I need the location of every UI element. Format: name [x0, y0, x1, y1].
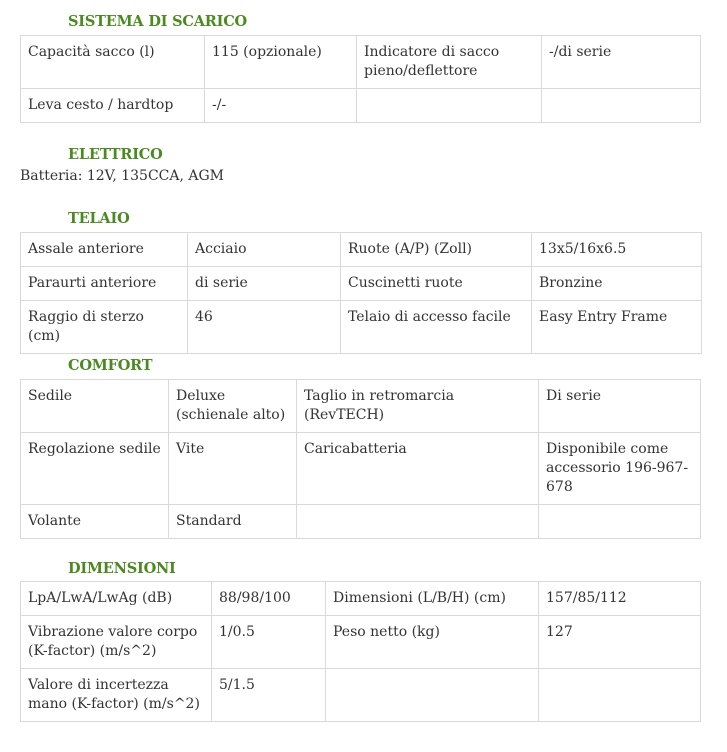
- table-cell: Dimensioni (L/B/H) (cm): [326, 582, 539, 616]
- table-telaio: [20, 232, 702, 354]
- table-cell: [297, 505, 539, 539]
- table-cell: [357, 89, 542, 123]
- table-row: [21, 89, 701, 123]
- table-row: [21, 616, 701, 669]
- table-cell: 13x5/16x6.5: [532, 233, 702, 267]
- table-row: [21, 669, 701, 722]
- table-cell: Valore di incertezza mano (K-factor) (m/s^2): [21, 669, 212, 722]
- table-row: [21, 433, 701, 505]
- table-cell: Assale anteriore: [21, 233, 188, 267]
- table-row: [21, 267, 702, 301]
- table-cell: 127: [539, 616, 701, 669]
- section-title-elettrico: ELETTRICO: [68, 146, 163, 163]
- table-cell: Disponibile come accessorio 196-967-678: [539, 433, 701, 505]
- table-cell: Raggio di sterzo (cm): [21, 301, 188, 354]
- section-title-scarico: SISTEMA DI SCARICO: [68, 13, 247, 30]
- table-cell: 5/1.5: [212, 669, 326, 722]
- table-scarico: [20, 35, 701, 123]
- table-cell: Acciaio: [188, 233, 341, 267]
- table-cell: Di serie: [539, 380, 701, 433]
- table-cell: Indicatore di sacco pieno/deflettore: [357, 36, 542, 89]
- table-row: [21, 582, 701, 616]
- table-cell: Volante: [21, 505, 169, 539]
- table-cell: -/di serie: [542, 36, 701, 89]
- table-cell: Cuscinetti ruote: [341, 267, 532, 301]
- table-cell: -/-: [205, 89, 357, 123]
- table-cell: Telaio di accesso facile: [341, 301, 532, 354]
- table-cell: Capacità sacco (l): [21, 36, 205, 89]
- table-cell: [539, 669, 701, 722]
- table-cell: Standard: [169, 505, 297, 539]
- section-title-telaio: TELAIO: [68, 210, 130, 227]
- table-cell: [542, 89, 701, 123]
- table-row: [21, 301, 702, 354]
- table-cell: Caricabatteria: [297, 433, 539, 505]
- table-cell: Easy Entry Frame: [532, 301, 702, 354]
- table-row: [21, 505, 701, 539]
- table-cell: Sedile: [21, 380, 169, 433]
- table-cell: Leva cesto / hardtop: [21, 89, 205, 123]
- table-dimensioni: [20, 581, 701, 722]
- table-cell: Bronzine: [532, 267, 702, 301]
- table-cell: 46: [188, 301, 341, 354]
- section-title-comfort: COMFORT: [68, 357, 153, 374]
- table-cell: [539, 505, 701, 539]
- battery-text: Batteria: 12V, 135CCA, AGM: [20, 168, 225, 184]
- section-title-dimensioni: DIMENSIONI: [68, 560, 176, 577]
- table-row: [21, 233, 702, 267]
- table-cell: Peso netto (kg): [326, 616, 539, 669]
- table-row: [21, 36, 701, 89]
- table-cell: Vibrazione valore corpo (K-factor) (m/s^2): [21, 616, 212, 669]
- table-cell: 88/98/100: [212, 582, 326, 616]
- table-cell: Ruote (A/P) (Zoll): [341, 233, 532, 267]
- table-cell: 115 (opzionale): [205, 36, 357, 89]
- table-comfort: [20, 379, 701, 539]
- table-cell: Deluxe (schienale alto): [169, 380, 297, 433]
- table-cell: Paraurti anteriore: [21, 267, 188, 301]
- table-cell: Vite: [169, 433, 297, 505]
- table-row: [21, 380, 701, 433]
- table-cell: LpA/LwA/LwAg (dB): [21, 582, 212, 616]
- table-cell: 157/85/112: [539, 582, 701, 616]
- table-cell: Taglio in retromarcia (RevTECH): [297, 380, 539, 433]
- table-cell: di serie: [188, 267, 341, 301]
- table-cell: [326, 669, 539, 722]
- table-cell: 1/0.5: [212, 616, 326, 669]
- table-cell: Regolazione sedile: [21, 433, 169, 505]
